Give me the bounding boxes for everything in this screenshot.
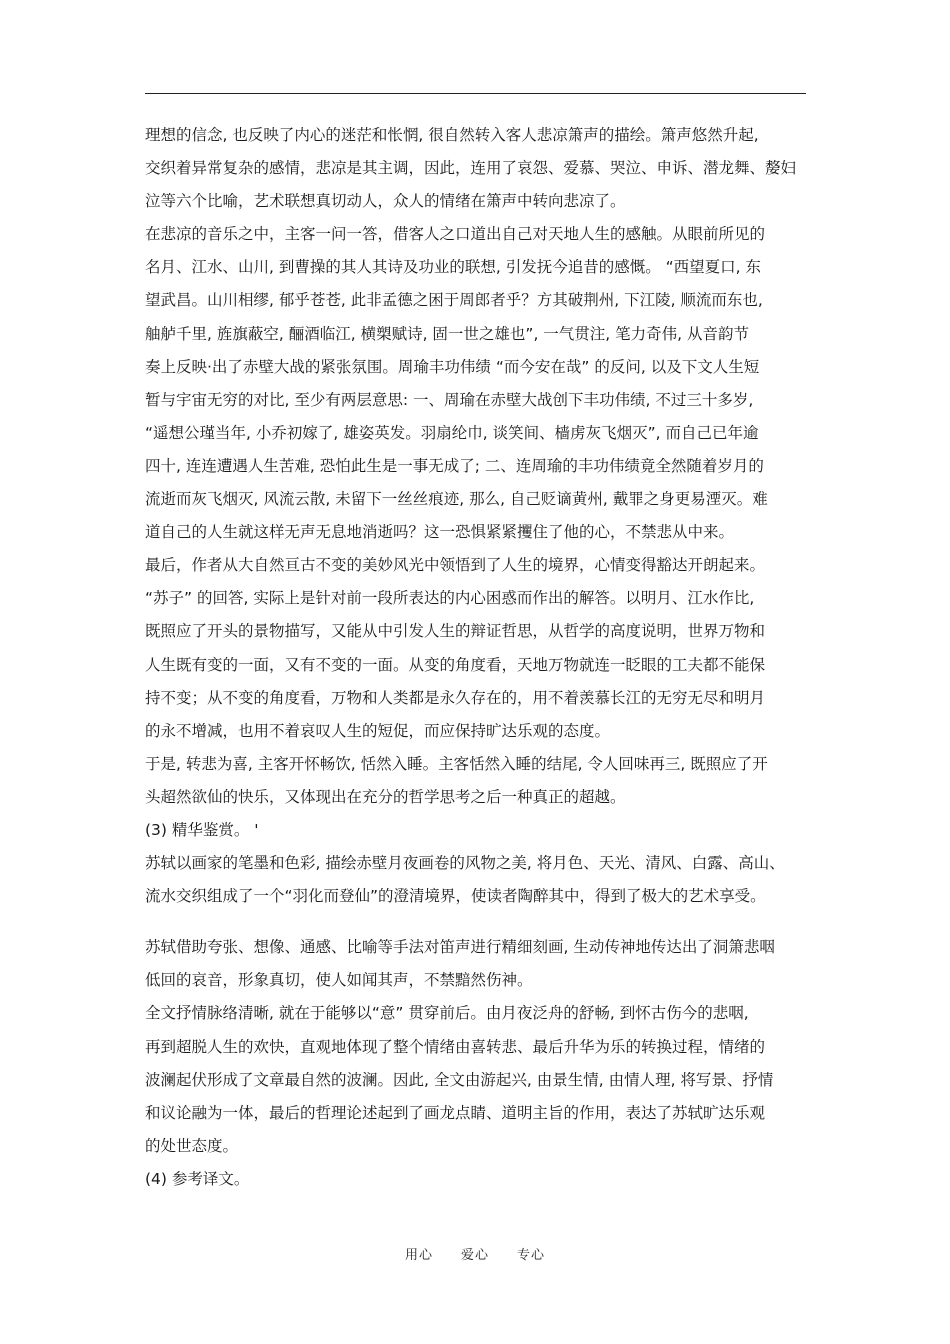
- text-line: “遥想公瑾当年, 小乔初嫁了, 雄姿英发。羽扇纶巾, 谈笑间、樯虏灰飞烟灭”, 而自己已年逾: [145, 423, 759, 442]
- document-body: [145, 119, 817, 1196]
- text-line: 泣等六个比喻，艺术联想真切动人，众人的情绪在箫声中转向悲凉了。: [145, 192, 626, 211]
- footer-word: 爱心: [460, 1248, 489, 1263]
- text-line: 舳舻千里, 旌旗蔽空, 酾酒临江, 横槊赋诗, 固一世之雄也”, 一气贯注, 笔力奇伟, 从音韵节: [145, 324, 750, 343]
- text-line: 四十, 连连遭遇人生苦难, 恐怕此生是一事无成了; 二、连周瑜的丰功伟绩竟全然随着岁月的: [145, 456, 764, 475]
- section-heading: (3) 精华鉴赏。 ': [145, 820, 259, 839]
- text-line: 既照应了开头的景物描写，又能从中引发人生的辩证哲思，从哲学的高度说明，世界万物和: [145, 622, 766, 641]
- text-line: 理想的信念, 也反映了内心的迷茫和怅惘, 很自然转入客人悲凉箫声的描绘。箫声悠然升起,: [145, 126, 759, 144]
- text-line: 全文抒情脉络清晰, 就在于能够以“意” 贯穿前后。由月夜泛舟的舒畅, 到怀古伤今的悲咽,: [145, 1004, 749, 1023]
- footer-word: 专心: [517, 1248, 546, 1263]
- section-heading: (4) 参考译文。: [145, 1169, 250, 1188]
- text-line: 的处世态度。: [145, 1136, 239, 1155]
- text-line: “苏子” 的回答, 实际上是针对前一段所表达的内心困惑而作出的解答。以明月、江水作比,: [145, 589, 755, 608]
- text-line: 名月、江水、山川, 到曹操的其人其诗及功业的联想, 引发抚今追昔的感慨。 “西望夏口, 东: [145, 258, 762, 277]
- text-line: 苏轼以画家的笔墨和色彩, 描绘赤壁月夜画卷的风物之美, 将月色、天光、清风、白露、高山、: [145, 854, 785, 873]
- blank-line: [145, 913, 817, 931]
- text-line: 道自己的人生就这样无声无息地消逝吗？这一恐惧紧紧攫住了他的心，不禁悲从中来。: [145, 523, 735, 542]
- text-line: 望武昌。山川相缪, 郁乎苍苍, 此非孟德之困于周郎者乎？方其破荆州, 下江陵, 顺流而东也,: [145, 291, 763, 310]
- text-line: 再到超脱人生的欢快，直观地体现了整个情绪由喜转悲、最后升华为乐的转换过程，情绪的: [145, 1037, 766, 1056]
- header-rule: [145, 93, 806, 94]
- text-line: 和议论融为一体，最后的哲理论述起到了画龙点睛、道明主旨的作用，表达了苏轼旷达乐观: [145, 1103, 766, 1122]
- text-line: 在悲凉的音乐之中，主客一问一答，借客人之口道出自己对天地人生的感触。从眼前所见的: [145, 225, 766, 244]
- text-line: 人生既有变的一面，又有不变的一面。从变的角度看，天地万物就连一眨眼的工夫都不能保: [145, 655, 766, 674]
- text-line: 头超然欲仙的快乐，又体现出在充分的哲学思考之后一种真正的超越。: [145, 787, 626, 806]
- text-line: 的永不增减，也用不着哀叹人生的短促，而应保持旷达乐观的态度。: [145, 721, 611, 740]
- text-line: 暂与宇宙无穷的对比, 至少有两层意思: 一、周瑜在赤壁大战创下丰功伟绩, 不过三十多岁,: [145, 390, 754, 409]
- text-line: 波澜起伏形成了文章最自然的波澜。因此, 全文由游起兴, 由景生情, 由情人理, 将写景、抒情: [145, 1070, 774, 1089]
- text-line: 流逝而灰飞烟灭, 风流云散, 未留下一丝丝痕迹, 那么, 自己贬谪黄州, 戴罪之身更易湮灭。难: [145, 490, 768, 509]
- text-line: 流水交织组成了一个“羽化而登仙”的澄清境界，使读者陶醉其中，得到了极大的艺术享受。: [145, 887, 766, 906]
- text-line: 持不变；从不变的角度看，万物和人类都是永久存在的，用不着羡慕长江的无穷无尽和明月: [145, 688, 766, 707]
- text-line: 苏轼借助夸张、想像、通感、比喻等手法对笛声进行精细刻画, 生动传神地传达出了洞箫悲咽: [145, 938, 775, 957]
- footer-word: 用心: [404, 1248, 433, 1263]
- text-line: 奏上反映·出了赤壁大战的紧张氛围。周瑜丰功伟绩 “而今安在哉” 的反问, 以及下文人生短: [145, 357, 760, 376]
- text-line: 于是, 转悲为喜, 主客开怀畅饮, 恬然入睡。主客恬然入睡的结尾, 令人回味再三, 既照应了开: [145, 754, 768, 773]
- text-line: 低回的哀音，形象真切，使人如闻其声，不禁黯然伤神。: [145, 971, 533, 990]
- text-line: 交织着异常复杂的感情，悲凉是其主调，因此，连用了哀怨、爱慕、哭泣、申诉、潜龙舞、嫠妇: [145, 159, 797, 178]
- text-line: 最后，作者从大自然亘古不变的美妙风光中领悟到了人生的境界，心情变得豁达开朗起来。: [145, 556, 766, 575]
- page-footer: [0, 1244, 950, 1263]
